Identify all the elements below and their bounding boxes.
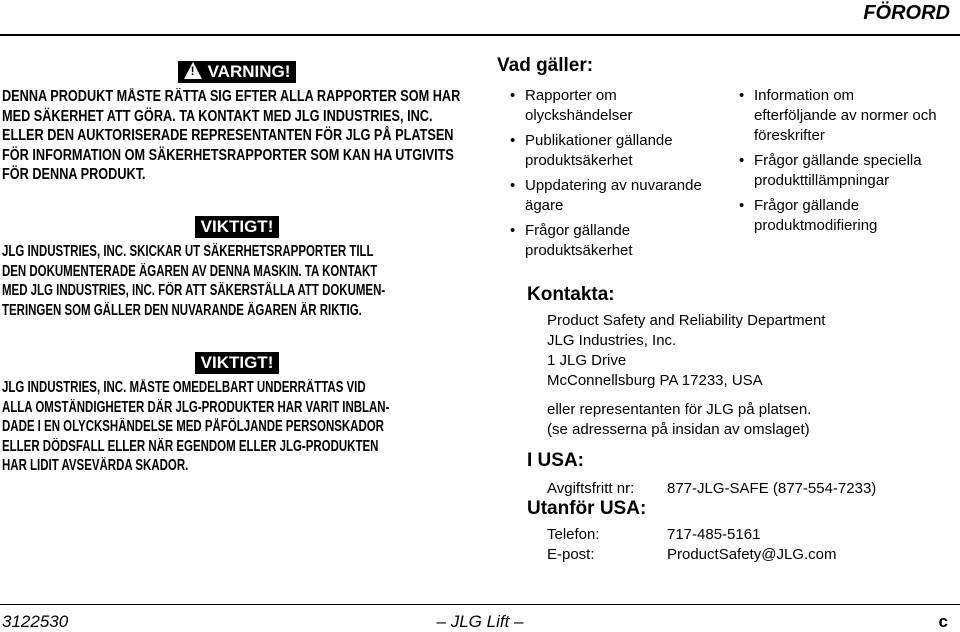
important1-line: DEN DOKUMENTERADE ÄGAREN AV DENNA MASKIN. TA KONTAKT bbox=[2, 262, 378, 280]
important2-badge-row bbox=[2, 352, 472, 374]
important1-line: MED JLG INDUSTRIES, INC. FÖR ATT SÄKERSTÄLLA ATT DOKUMEN- bbox=[2, 282, 386, 300]
header-divider bbox=[0, 34, 960, 36]
important2-text-block bbox=[2, 378, 472, 476]
list-item: • Rapporter om olyckshändelser bbox=[507, 86, 732, 126]
document-number: 3122530 bbox=[2, 612, 69, 631]
email-value: ProductSafety@JLG.com bbox=[667, 546, 837, 563]
page-number: c bbox=[938, 612, 948, 631]
applies-list-right bbox=[736, 86, 958, 241]
applies-list-left bbox=[507, 86, 732, 266]
list-item: • Frågor gällande produktsäkerhet bbox=[507, 221, 732, 261]
email-label: E-post: bbox=[547, 546, 595, 563]
phone-label: Telefon: bbox=[547, 526, 600, 543]
important1-text-block bbox=[2, 242, 472, 320]
list-item: • Frågor gällande speciella produkttillämpningar bbox=[736, 151, 958, 191]
contact-alternative bbox=[547, 400, 947, 440]
warning-badge-row bbox=[2, 61, 472, 83]
phone-value: 717-485-5161 bbox=[667, 526, 761, 543]
address-line: Product Safety and Reliability Department bbox=[547, 312, 826, 329]
address-line: 1 JLG Drive bbox=[547, 352, 627, 369]
address-line: McConnellsburg PA 17233, USA bbox=[547, 372, 763, 389]
address-line: JLG Industries, Inc. bbox=[547, 332, 677, 349]
important2-badge: VIKTIGT! bbox=[195, 352, 280, 374]
applies-heading: Vad gäller: bbox=[497, 55, 594, 76]
contact-heading: Kontakta: bbox=[527, 284, 615, 305]
important2-line: DADE I EN OLYCKSHÄNDELSE MED PÅFÖLJANDE PERSONSKADOR bbox=[2, 418, 384, 436]
footer-divider bbox=[0, 604, 960, 605]
important1-badge: VIKTIGT! bbox=[195, 216, 280, 238]
outside-usa-heading: Utanför USA: bbox=[527, 498, 647, 519]
warning-text-block bbox=[2, 87, 472, 185]
important2-line: HAR LIDIT AVSEVÄRDA SKADOR. bbox=[2, 457, 189, 475]
important1-line: JLG INDUSTRIES, INC. SKICKAR UT SÄKERHETSRAPPORTER TILL bbox=[2, 243, 374, 260]
page-section-title: FÖRORD bbox=[863, 2, 950, 24]
contact-address bbox=[547, 311, 947, 391]
list-item: • Frågor gällande produktmodifiering bbox=[736, 196, 958, 236]
important2-line: JLG INDUSTRIES, INC. MÅSTE OMEDELBART UNDERRÄTTAS VID bbox=[2, 379, 366, 396]
warning-badge-label: VARNING! bbox=[207, 62, 291, 81]
list-item: • Uppdatering av nuvarande ägare bbox=[507, 176, 732, 216]
usa-phone-value: 877-JLG-SAFE (877-554-7233) bbox=[667, 480, 877, 497]
usa-phone-label: Avgiftsfritt nr: bbox=[547, 480, 635, 497]
footer-product-name: – JLG Lift – bbox=[436, 612, 524, 631]
important1-line: TERINGEN SOM GÄLLER DEN NUVARANDE ÄGAREN ÄR RIKTIG. bbox=[2, 301, 362, 319]
warning-triangle-icon: ! bbox=[184, 62, 202, 79]
important1-badge-row bbox=[2, 216, 472, 238]
important2-line: ALLA OMSTÄNDIGHETER DÄR JLG-PRODUKTER HAR VARIT INBLAN- bbox=[2, 398, 390, 416]
alt-line: eller representanten för JLG på platsen. bbox=[547, 401, 812, 418]
warning-badge bbox=[178, 61, 297, 83]
warning-text: DENNA PRODUKT MÅSTE RÄTTA SIG EFTER ALLA RAPPORTER SOM HAR MED SÄKERHET ATT GÖRA. TA KONTAKT MED JLG INDUSTRIES, INC. ELLER DEN AUKTORISERADE REPRESENTANTEN FÖR JLG PÅ PLATSEN FÖR INFORMATION OM SÄKERHETSRAPPORTER SOM KAN HA UTGIVITS FÖR DENNA PRODUKT. bbox=[2, 88, 461, 184]
alt-line: (se adresserna på insidan av omslaget) bbox=[547, 421, 810, 438]
list-item: • Publikationer gällande produktsäkerhet bbox=[507, 131, 732, 171]
usa-heading: I USA: bbox=[527, 450, 584, 471]
list-item: • Information om efterföljande av normer och föreskrifter bbox=[736, 86, 958, 146]
important2-line: ELLER DÖDSFALL ELLER NÄR EGENDOM ELLER JLG-PRODUKTEN bbox=[2, 437, 379, 455]
